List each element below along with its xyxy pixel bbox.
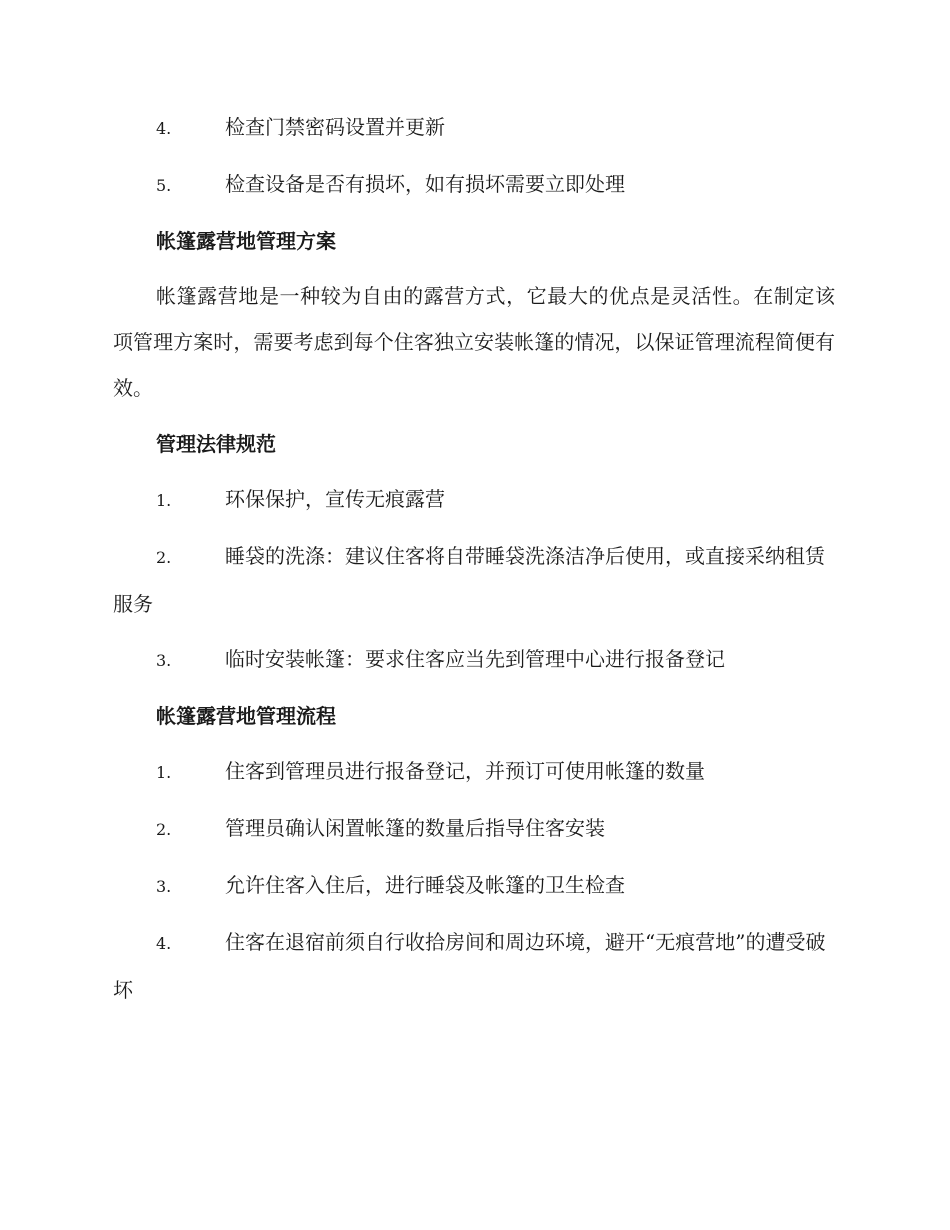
list-number: 2. bbox=[156, 548, 172, 567]
list-item bbox=[113, 104, 835, 152]
list-item bbox=[113, 862, 835, 910]
list-number: 4. bbox=[156, 119, 172, 138]
section-heading-process: 帐篷露营地管理流程 bbox=[156, 704, 336, 728]
list-text: 允许住客入住后，进行睡袋及帐篷的卫生检查 bbox=[225, 873, 625, 897]
list-number: 1. bbox=[156, 763, 172, 782]
document-body bbox=[113, 104, 835, 1022]
list-number: 4. bbox=[156, 934, 172, 953]
list-item bbox=[113, 748, 835, 796]
list-number: 3. bbox=[156, 651, 172, 670]
section-heading-plan: 帐篷露营地管理方案 bbox=[156, 229, 336, 253]
list-item bbox=[113, 533, 835, 627]
list-item bbox=[113, 636, 835, 684]
list-item bbox=[113, 919, 835, 1013]
list-text: 环保保护，宣传无痕露营 bbox=[225, 487, 445, 511]
plan-paragraph: 帐篷露营地是一种较为自由的露营方式，它最大的优点是灵活性。在制定该项管理方案时，需要考虑到每个住客独立安装帐篷的情况，以保证管理流程简便有效。 bbox=[113, 284, 835, 400]
list-number: 1. bbox=[156, 491, 172, 510]
list-text: 住客在退宿前须自行收拾房间和周边环境，避开“无痕营地”的遭受破坏 bbox=[113, 930, 826, 1002]
list-text: 检查设备是否有损坏，如有损坏需要立即处理 bbox=[225, 172, 625, 196]
list-item bbox=[113, 476, 835, 524]
list-text: 住客到管理员进行报备登记，并预订可使用帐篷的数量 bbox=[225, 759, 705, 783]
list-item bbox=[113, 805, 835, 853]
list-text: 检查门禁密码设置并更新 bbox=[225, 115, 445, 139]
list-text: 临时安装帐篷：要求住客应当先到管理中心进行报备登记 bbox=[225, 647, 725, 671]
list-text: 睡袋的洗涤：建议住客将自带睡袋洗涤洁净后使用，或直接采纳租赁服务 bbox=[113, 544, 825, 616]
list-text: 管理员确认闲置帐篷的数量后指导住客安装 bbox=[225, 816, 605, 840]
list-number: 2. bbox=[156, 820, 172, 839]
list-item bbox=[113, 161, 835, 209]
list-number: 3. bbox=[156, 877, 172, 896]
list-number: 5. bbox=[156, 176, 172, 195]
section-heading-law: 管理法律规范 bbox=[156, 432, 276, 456]
